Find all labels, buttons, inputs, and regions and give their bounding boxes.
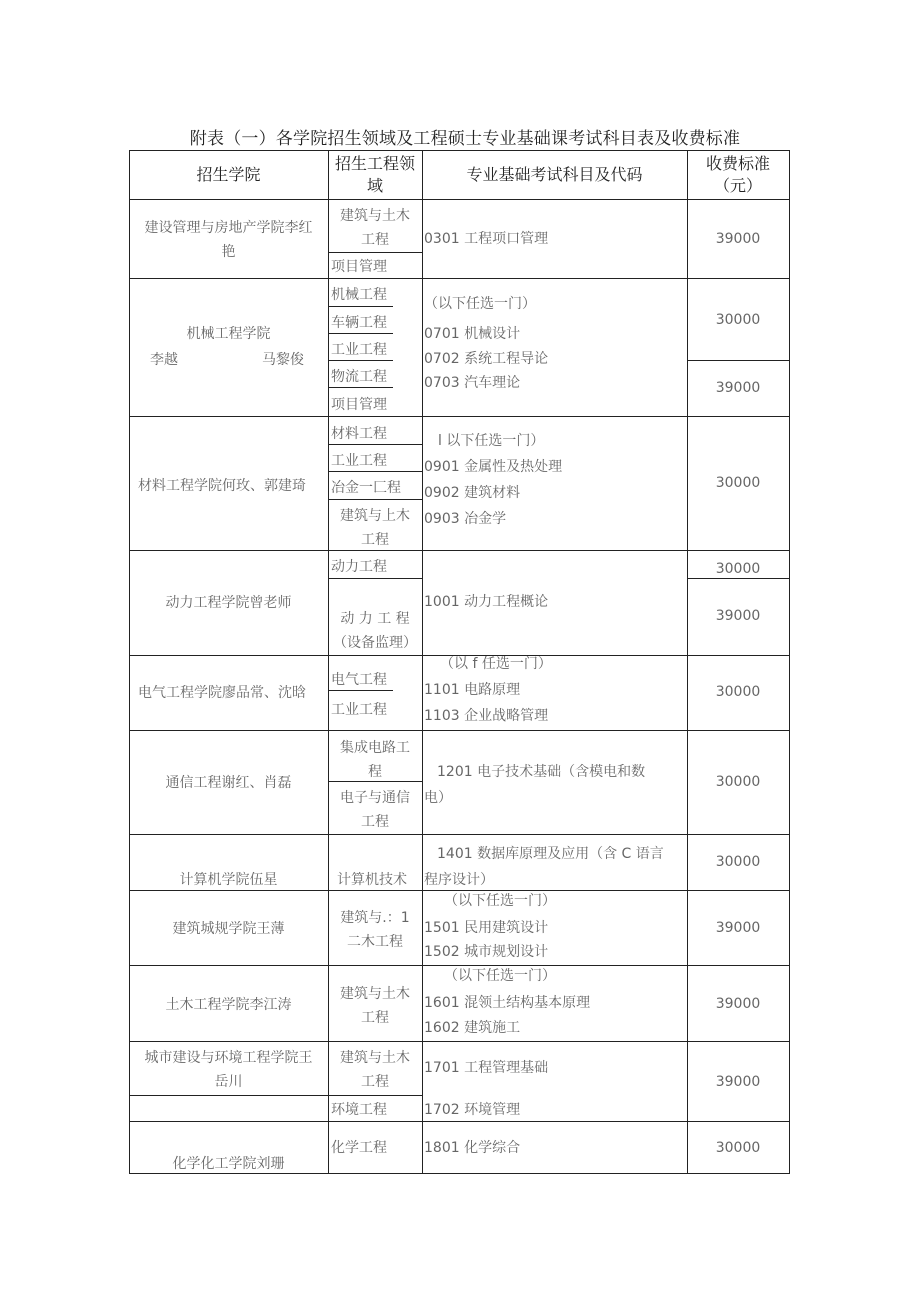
row-divider [129,834,790,835]
cell-text-line: 程 [368,764,382,780]
header-subject: 专业基础考试科目及代码 [466,165,643,184]
college-cell: 计算机学院伍星 [179,872,278,888]
fee-cell: 39000 [715,996,761,1012]
cell-text-line: 建筑与土木 [340,208,410,224]
field-cell: 工业工程 [331,453,387,469]
field-cell: 环境工程 [331,1102,387,1118]
cell-text-line: 建筑与上木 [340,508,410,524]
header-college: 招生学院 [196,165,261,184]
field-cell [328,504,422,552]
subject-cell: 1801 化学综合 [424,1140,521,1156]
table-border-right [789,150,790,1174]
fee-cell: 39000 [715,608,761,624]
fee-cell: 30000 [715,854,761,870]
cell-text-line: 工程 [361,232,389,248]
cell-text-line: （设备监理） [333,635,417,651]
college-cell: 土木工程学院李江涛 [165,997,292,1013]
college-cell: 化学化工学院刘珊 [172,1156,285,1172]
field-divider [328,252,423,253]
subject-cell: 0702 系统工程导论 [424,351,549,367]
row-divider [129,550,790,551]
row-divider [129,1041,790,1042]
field-cell [328,1046,422,1094]
field-cell [328,982,422,1030]
cell-text-line: （元） [713,176,762,195]
subject-cell: 1702 环境管理 [424,1102,521,1118]
document-title: 附表（一）各学院招生领域及工程硕士专业基础课考试科目表及收费标准 [189,129,741,149]
field-cell [328,906,422,954]
college-cell: 机械工程学院 [186,326,271,342]
cell-text-line: 二木工程 [347,934,403,950]
cell-text-line: 建筑与土木 [340,1050,410,1066]
fee-cell: 30000 [715,684,761,700]
subject-cell: 1201 电子技术基础（含模电和数 [437,764,646,780]
row-divider [129,416,790,417]
college-cell: 材料工程学院何玫、郭建琦 [138,478,306,494]
subject-cell: 0902 建筑材料 [424,485,521,501]
table-border-top [129,150,790,151]
field-cell [328,204,422,252]
subject-cell: 电） [424,790,452,806]
fee-cell: 30000 [715,312,761,328]
subject-cell: （以下任选一门） [424,296,536,312]
row-divider [129,278,790,279]
subject-cell: 0903 冶金学 [424,511,507,527]
subject-cell: l 以下任选一门） [438,433,545,449]
cell-text-line: 收费标准 [705,154,770,173]
cell-text-line: 工程 [361,1010,389,1026]
field-divider [129,1095,423,1096]
college-cell: 建筑城规学院王薄 [172,921,285,937]
field-cell: 工业工程 [331,702,387,718]
field-cell: 冶金一匚程 [331,480,401,496]
field-cell: 项目管理 [331,397,387,413]
row-divider [129,199,790,200]
field-cell: 车辆工程 [331,315,387,331]
subject-cell: 1101 电路原理 [424,682,521,698]
fee-cell: 39000 [715,231,761,247]
fee-cell: 30000 [715,1140,761,1156]
college-cell [129,216,328,264]
field-cell [328,786,422,834]
cell-text-line: 岳川 [214,1074,243,1090]
cell-text-line: 招生工程领 [334,154,415,173]
subject-cell: （以 f 任选一门） [440,656,552,672]
fee-cell: 39000 [715,1074,761,1090]
subject-cell: 1103 企业战略管理 [424,708,549,724]
subject-cell: 1501 民用建筑设计 [424,920,549,936]
subject-cell: 1602 建筑施工 [424,1020,521,1036]
subject-cell: 0901 金属性及热处理 [424,459,563,475]
field-cell [328,736,422,784]
fee-cell: 30000 [715,561,761,577]
col-divider-fee [687,150,688,1174]
cell-text-line: 艳 [221,244,236,260]
subject-cell: 0703 汽车理论 [424,375,521,391]
subject-cell: 0301 工程项口管理 [424,231,549,247]
cell-text-line: 城市建设与环境工程学院王 [144,1050,313,1066]
subject-cell: （以下任选一门） [444,968,556,984]
cell-text-line: 电子与通信 [340,790,410,806]
cell-text-line: 建筑与土木 [340,986,410,1002]
college-cell [129,1046,328,1094]
cell-text-line: 工程 [361,814,389,830]
field-cell [328,607,422,655]
header-field [328,153,422,197]
fee-cell: 30000 [715,774,761,790]
subject-cell: 程序设计） [424,872,494,888]
cell-text-line: 工程 [361,1074,389,1090]
field-cell: 化学工程 [331,1140,387,1156]
subject-cell: 1601 混领土结构基本原理 [424,995,591,1011]
table-border-left [129,150,130,1174]
header-fee [687,153,789,197]
field-cell: 项目管理 [331,259,387,275]
cell-text-line: 集成电路工 [340,740,410,756]
subject-cell: 1502 城市规划设计 [424,944,549,960]
cell-text-line: 工程 [361,532,389,548]
subject-cell: 0701 机械设计 [424,326,521,342]
fee-cell: 39000 [715,920,761,936]
college-cell: 动力工程学院曾老师 [165,595,292,611]
field-cell: 机械工程 [331,287,387,303]
col-divider-subject [422,150,423,1174]
field-cell: 电气工程 [331,672,387,688]
college-cell: 电气工程学院廖品常、沈晗 [138,685,306,701]
cell-text-line: 动 力 工 程 [340,611,410,627]
field-cell: 工业工程 [331,342,387,358]
subject-cell: 1401 数据库原理及应用（含 C 语言 [437,846,664,862]
subject-cell: （以下任选一门） [444,893,556,909]
college-cell: 马黎俊 [262,352,304,368]
cell-text-line: 域 [366,176,383,195]
college-cell: 李越 [150,352,178,368]
field-cell: 动力工程 [331,559,387,575]
fee-cell: 30000 [715,475,761,491]
subject-cell: 1001 动力工程概论 [424,594,549,610]
fee-divider [687,360,790,361]
subject-cell: 1701 工程管理基础 [424,1060,549,1076]
cell-text-line: 建筑与.：1 [340,910,410,926]
row-divider [129,730,790,731]
cell-text-line: 建设管理与房地产学院李红 [144,220,313,236]
field-cell: 计算机技术 [337,872,407,888]
college-cell: 通信工程谢红、肖磊 [165,775,292,791]
field-cell: 材料工程 [331,426,387,442]
field-cell: 物流工程 [331,369,387,385]
fee-cell: 39000 [715,380,761,396]
